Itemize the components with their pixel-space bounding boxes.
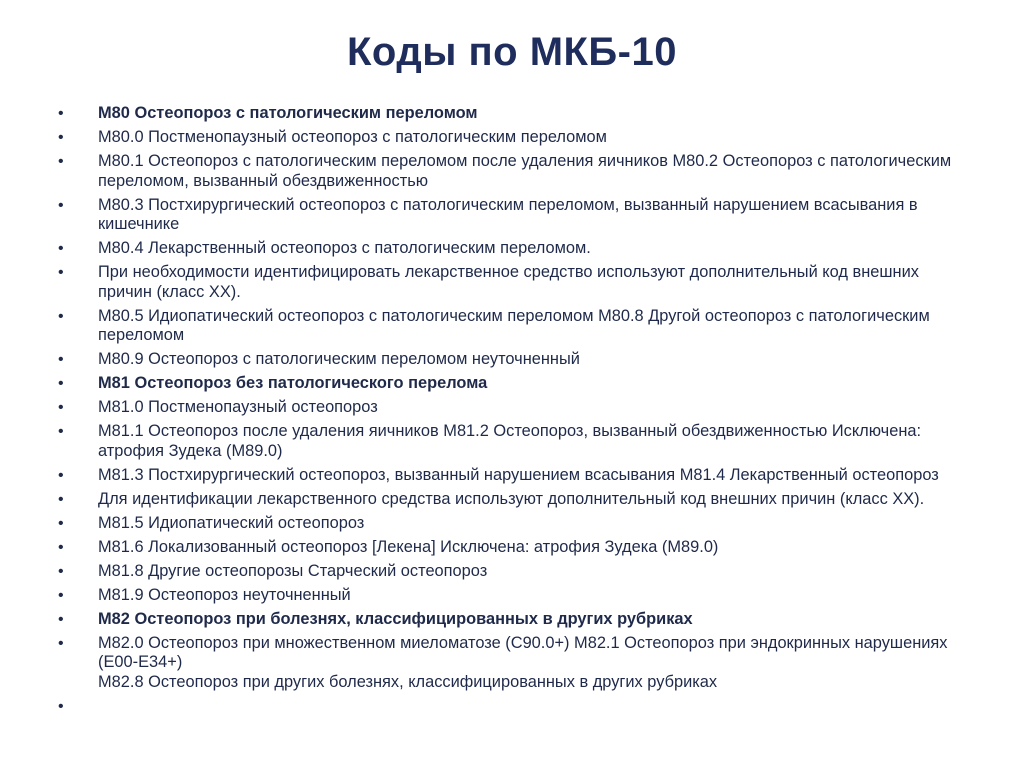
- list-item-text: М80.4 Лекарственный остеопороз с патологическим переломом.: [98, 239, 591, 257]
- list-item-text: М80.9 Остеопороз с патологическим переломом неуточненный: [98, 350, 580, 368]
- list-item: [58, 239, 958, 259]
- list-item: [58, 490, 958, 510]
- bullet-icon: •: [58, 697, 64, 715]
- list-item: [58, 586, 958, 606]
- bullet-icon: •: [58, 634, 64, 652]
- list-item: [58, 104, 958, 124]
- list-item-text: М81.3 Постхирургический остеопороз, вызванный нарушением всасывания М81.4 Лекарственный остеопороз: [98, 465, 939, 484]
- list-item-text: М81.5 Идиопатический остеопороз: [98, 513, 365, 532]
- bullet-icon: •: [58, 586, 64, 604]
- list-item: [58, 466, 958, 486]
- list-item-text: М80 Остеопороз с патологическим переломом: [98, 104, 478, 122]
- list-item-subtext: М82.8 Остеопороз при других болезнях, классифицированных в других рубриках: [98, 672, 718, 691]
- bullet-icon: •: [58, 514, 64, 532]
- bullet-icon: •: [58, 129, 64, 146]
- list-item-text: При необходимости идентифицировать лекарственное средство используют дополнительный код внешних причин (класс XX).: [98, 263, 919, 301]
- bullet-icon: •: [58, 466, 64, 484]
- list-item: [58, 634, 958, 693]
- bullet-icon: •: [58, 264, 64, 281]
- list-item-text: М81.1 Остеопороз после удаления яичников М81.2 Остеопороз, вызванный обездвиженностью Исключена: атрофия Зудека (М89.0): [98, 422, 922, 460]
- slide-title: Коды по МКБ-10: [347, 30, 677, 74]
- list-item-text: Для идентификации лекарственного средства используют дополнительный код внешних причин (класс XX).: [98, 489, 925, 508]
- list-item-text: М81.8 Другие остеопорозы Старческий остеопороз: [98, 561, 488, 580]
- list-item-text: М82 Остеопороз при болезнях, классифицированных в других рубриках: [98, 609, 693, 628]
- list-item: [58, 562, 958, 582]
- bullet-icon: •: [58, 351, 64, 368]
- list-item: [58, 263, 958, 302]
- list-item: [58, 610, 958, 630]
- list-item: [58, 350, 958, 370]
- bullet-icon: •: [58, 307, 64, 325]
- list-item-text: М80.0 Постменопаузный остеопороз с патологическим переломом: [98, 128, 607, 146]
- list-item: [58, 374, 958, 394]
- list-item-text: М80.5 Идиопатический остеопороз с патологическим переломом М80.8 Другой остеопороз с патологическим переломом: [98, 306, 930, 344]
- bullet-icon: •: [58, 153, 64, 170]
- list-item-text: М80.3 Постхирургический остеопороз с патологическим переломом, вызванный нарушением всасывания в кишечнике: [98, 195, 918, 233]
- bullet-icon: •: [58, 423, 64, 440]
- list-item-text: М81 Остеопороз без патологического перелома: [98, 374, 488, 392]
- bullet-icon: •: [58, 196, 64, 214]
- icd-code-list: [58, 104, 958, 715]
- bullet-icon: •: [58, 375, 64, 392]
- list-item: [58, 538, 958, 558]
- list-item: [58, 398, 958, 418]
- list-item-text: М82.0 Остеопороз при множественном миеломатозе (С90.0+) М82.1 Остеопороз при эндокринных нарушениях (Е00-Е34+): [98, 633, 948, 671]
- list-item-text: М80.1 Остеопороз с патологическим переломом после удаления яичников М80.2 Остеопороз с патологическим переломом, вызванный обездвиженностью: [98, 152, 952, 190]
- list-item: [58, 514, 958, 534]
- list-item: [58, 422, 958, 461]
- list-item-text: М81.6 Локализованный остеопороз [Лекена] Исключена: атрофия Зудека (М89.0): [98, 537, 719, 556]
- bullet-icon: •: [58, 562, 64, 580]
- list-item: [58, 196, 958, 235]
- bullet-icon: •: [58, 610, 64, 628]
- bullet-icon: •: [58, 105, 64, 122]
- bullet-icon: •: [58, 538, 64, 556]
- list-item-text: М81.0 Постменопаузный остеопороз: [98, 398, 378, 416]
- list-item: [58, 152, 958, 191]
- bullet-icon: •: [58, 240, 64, 257]
- list-item-text: М81.9 Остеопороз неуточненный: [98, 585, 351, 604]
- list-item: [58, 128, 958, 148]
- bullet-icon: •: [58, 399, 64, 416]
- bullet-icon: •: [58, 490, 64, 508]
- list-item: [58, 307, 958, 346]
